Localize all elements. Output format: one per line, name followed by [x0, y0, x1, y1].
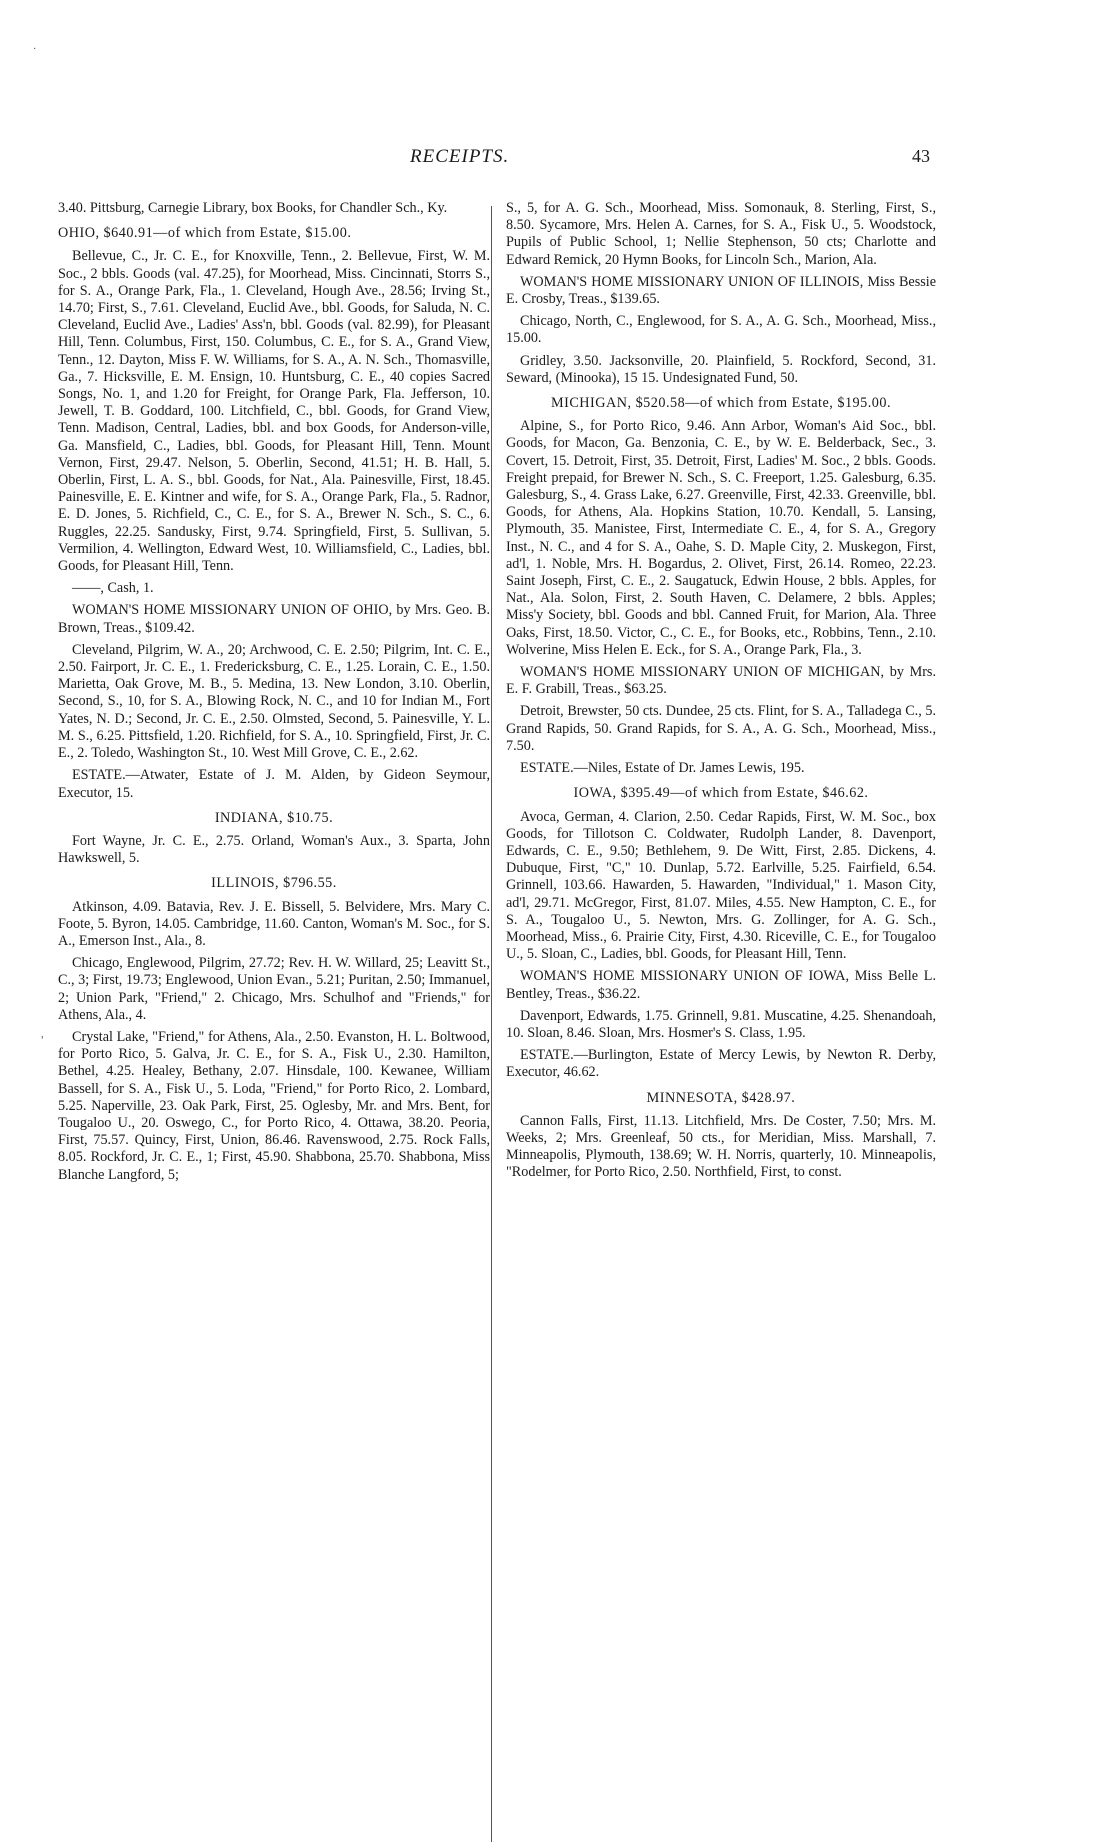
left-section-heading: ILLINOIS, $796.55. — [211, 875, 337, 892]
left-paragraph: ESTATE.—Atwater, Estate of J. M. Alden, by Gideon Seymour, Executor, 15. — [58, 767, 490, 801]
left-column — [58, 200, 490, 1189]
right-paragraph: Gridley, 3.50. Jacksonville, 20. Plainfield, 5. Rockford, Second, 31. Seward, (Minooka), 15 15. Undesignated Fund, 50. — [506, 352, 936, 386]
right-paragraph: Chicago, North, C., Englewood, for S. A., A. G. Sch., Moorhead, Miss., 15.00. — [506, 313, 936, 347]
right-paragraph: WOMAN'S HOME MISSIONARY UNION OF ILLINOIS, Miss Bessie E. Crosby, Treas., $139.65. — [506, 273, 936, 308]
left-section-heading: OHIO, $640.91—of which from Estate, $15.00. — [58, 225, 352, 242]
right-paragraph: Detroit, Brewster, 50 cts. Dundee, 25 cts. Flint, for S. A., Talladega C., 5. Grand Rapids, 50. Grand Rapids, for S. A., A. G. Sch., Moorhead, Miss., 7.50. — [506, 703, 936, 754]
left-paragraph: 3.40. Pittsburg, Carnegie Library, box Books, for Chandler Sch., Ky. — [58, 200, 448, 216]
left-paragraph: Fort Wayne, Jr. C. E., 2.75. Orland, Woman's Aux., 3. Sparta, John Hawkswell, 5. — [58, 832, 490, 867]
left-paragraph: ——, Cash, 1. — [72, 580, 154, 597]
left-paragraph: Atkinson, 4.09. Batavia, Rev. J. E. Bissell, 5. Belvidere, Mrs. Mary C. Foote, 5. Byron, 14.05. Cambridge, 11.60. Canton, Woman's M. Soc., for S. A., Emerson Inst., Ala., 8. — [58, 898, 490, 949]
right-section-heading: IOWA, $395.49—of which from Estate, $46.62. — [573, 785, 869, 802]
right-section-heading: MICHIGAN, $520.58—of which from Estate, $195.00. — [550, 395, 892, 412]
margin-mark: · — [33, 44, 37, 55]
right-paragraph: WOMAN'S HOME MISSIONARY UNION OF IOWA, Miss Belle L. Bentley, Treas., $36.22. — [506, 968, 936, 1002]
right-column — [506, 200, 936, 1187]
right-paragraph: ESTATE.—Niles, Estate of Dr. James Lewis, 195. — [520, 760, 805, 777]
page-title: RECEIPTS. — [410, 146, 510, 167]
left-paragraph: Cleveland, Pilgrim, W. A., 20; Archwood, C. E. 2.50; Pilgrim, Int. C. E., 2.50. Fairport, Jr. C. E., 1. Fredericksburg, C. E., 1.25. Lorain, C. E., 1.50. Marietta, Oak Grove, M. B., 5. Medina, 13. New London, 3.10. Oberlin, Second, S., 10, for S. A., Blowing Rock, N. C., and 10 for Indian M., Fort Yates, N. D.; Second, Jr. C. E., 2.50. Olmsted, Second, 5. Painesville, Y. L. M. S., 6.25. Pittsfield, 1.20. Richfield, for S. A., 10. Springfield, First, Jr. C. E., 2. Toledo, Washington St., 10. West Mill Grove, C. E., 2.62. — [58, 641, 490, 762]
left-section-heading: INDIANA, $10.75. — [214, 809, 334, 826]
margin-dot: ˒ — [40, 1028, 45, 1043]
right-section-heading: MINNESOTA, $428.97. — [646, 1089, 796, 1106]
column-divider — [491, 206, 492, 1842]
left-paragraph: Chicago, Englewood, Pilgrim, 27.72; Rev. H. W. Willard, 25; Leavitt St., C., 3; First, 19.73; Englewood, Union Evan., 5.21; Puritan, 2.50; Immanuel, 2; Union Park, "Friend," 2. Chicago, Mrs. Schulhof and "Friends," for Athens, Ala., 4. — [58, 955, 490, 1023]
running-header — [0, 146, 1112, 176]
right-paragraph: Cannon Falls, First, 11.13. Litchfield, Mrs. De Coster, 7.50; Mrs. M. Weeks, 2; Mrs. Greenleaf, 50 cts., for Meridian, Miss. Marshall, 7. Minneapolis, Plymouth, 138.69; W. H. Norris, quarterly, 10. Minneapolis, "Rodelmer, for Porto Rico, 2.50. Northfield, First, to const. — [506, 1112, 936, 1181]
right-paragraph: Davenport, Edwards, 1.75. Grinnell, 9.81. Muscatine, 4.25. Shenandoah, 10. Sloan, 8.46. Sloan, Mrs. Hosmer's S. Class, 1.95. — [506, 1007, 936, 1041]
left-paragraph: WOMAN'S HOME MISSIONARY UNION OF OHIO, by Mrs. Geo. B. Brown, Treas., $109.42. — [58, 602, 490, 636]
right-paragraph: ESTATE.—Burlington, Estate of Mercy Lewis, by Newton R. Derby, Executor, 46.62. — [506, 1047, 936, 1081]
page-number: 43 — [912, 146, 930, 166]
right-paragraph: WOMAN'S HOME MISSIONARY UNION OF MICHIGAN, by Mrs. E. F. Grabill, Treas., $63.25. — [506, 664, 936, 698]
left-paragraph: Crystal Lake, "Friend," for Athens, Ala., 2.50. Evanston, H. L. Boltwood, for Porto Rico, 5. Galva, Jr. C. E., for S. A., Fisk U., 2.30. Hamilton, Bethel, 4.25. Healey, Bethany, 2.07. Hinsdale, 100. Kewanee, William Bassell, for S. A., Fisk U., 5. Loda, "Friend," for Porto Rico, 2. Lombard, 5.25. Naperville, 23. Oak Park, First, 25. Oglesby, Mr. and Mrs. Bent, for Tougaloo U., 20. Oswego, C., for Porto Rico, 4. Ottawa, 38.20. Peoria, First, 75.57. Quincy, First, Union, 86.46. Ravenswood, 2.75. Rock Falls, 8.05. Rockford, Jr. C. E., 1; First, 45.90. Shabbona, 25.70. Shabbona, Miss Blanche Langford, 5; — [58, 1028, 490, 1183]
right-paragraph: Avoca, German, 4. Clarion, 2.50. Cedar Rapids, First, W. M. Soc., box Goods, for Tillotson C. Coldwater, Rudolph Lander, 8. Davenport, Edwards, C. E., 9.50; Bethlehem, 9. De Witt, First, 2.85. Dickens, 4. Dubuque, First, "C," 10. Dunlap, 5.72. Earlville, 5.25. Fairfield, 6.54. Grinnell, 103.66. Hawarden, 5. Hawarden, "Individual," 1. Mason City, ad'l, 29.71. McGregor, First, 81.07. Miles, 4.55. New Hampton, C. E., for S. A., Tougaloo U., 5. Newton, Mrs. G. Zollinger, for A. G. Sch., Moorhead, Miss., 6. Prairie City, First, 4.30. Riceville, C. E., for Tougaloo U., 5. Sloan, C., Ladies, bbl. Goods, for Pleasant Hill, Tenn. — [506, 808, 936, 963]
right-paragraph: S., 5, for A. G. Sch., Moorhead, Miss. Somonauk, 8. Sterling, First, S., 8.50. Sycamore, Mrs. Helen A. Carnes, for S. A., Fisk U., 5. Woodstock, Pupils of Public School, 1; Nellie Stephenson, 50 cts; Charlotte and Edward Remick, 20 Hymn Books, for Lincoln Sch., Marion, Ala. — [506, 200, 936, 268]
left-paragraph: Bellevue, C., Jr. C. E., for Knoxville, Tenn., 2. Bellevue, First, W. M. Soc., 2 bbls. Goods (val. 47.25), for Moorhead, Miss. Cincinnati, Storrs S., for S. A., Orange Park, Fla., 1. Cleveland, Hough Ave., 28.56; Irving St., 14.70; First, S., 7.61. Cleveland, Euclid Ave., bbl. Goods, for Saluda, N. C. Cleveland, Euclid Ave., Ladies' Ass'n, bbl. Goods (val. 82.99), for Pleasant Hill, Tenn. Columbus, First, 150. Columbus, C. E., for S. A., Grand View, Tenn., 12. Dayton, Miss F. W. Williams, for S. A., A. N. Sch., Thomasville, Ga., 7. Hicksville, E. M. Ensign, 10. Huntsburg, C. E., 40 copies Sacred Songs, No. 1, and 1.20 for Freight, for Orange Park, Fla. Jefferson, 10. Jewell, T. B. Goddard, 100. Litchfield, C., bbl. Goods, for Grand View, Tenn. Madison, Central, Ladies, bbl. and box Goods, for Anderson-ville, Ga. Mansfield, C., Ladies, bbl. Goods, for Pleasant Hill, Tenn. Mount Vernon, First, 29.47. Nelson, 5. Oberlin, Second, 41.51; H. B. Hall, 5. Oberlin, First, L. A. S., bbl. Goods, for Nat., Ala. Painesville, First, 18.45. Painesville, E. E. Kintner and wife, for S. A., Orange Park, Fla., 5. Radnor, E. D. Jones, 5. Richfield, C., C. E., for S. A., Brewer N. Sch., S. C., 6. Ruggles, 22.25. Sandusky, First, 9.74. Springfield, First, 5. Sullivan, 5. Vermilion, 4. Wellington, Edward West, 10. Williamsfield, C., Ladies, bbl. Goods, for Pleasant Hill, Tenn. — [58, 248, 490, 575]
right-paragraph: Alpine, S., for Porto Rico, 9.46. Ann Arbor, Woman's Aid Soc., bbl. Goods, for Macon, Ga. Benzonia, C. E., by W. E. Belderback, Sec., 3. Covert, 15. Detroit, First, 35. Detroit, First, Ladies' M. Soc., 2 bbls. Goods. Freight prepaid, for Brewer N. Sch., S. C. Freeport, 1.25. Galesburg, 6.35. Galesburg, S., 4. Grass Lake, 6.27. Greenville, First, 42.33. Greenville, bbl. Goods, for Athens, Ala. Hopkins Station, 10.70. Kendall, 5. Lansing, Plymouth, 35. Manistee, First, Intermediate C. E., 4, for S. A., Gregory Inst., N. C., and 4 for S. A., Oahe, S. D. Maple City, 2. Muskegon, First, ad'l, 1. Noble, Mrs. H. Bogardus, 2. Olivet, First, 26.14. Romeo, 22.23. Saint Joseph, First, C. E., 2. Saugatuck, Edwin House, 2 bbls. Apples, for Nat., Ala. Solon, First, 2. South Haven, C. Delamere, 2 bbls. Apples; Miss'y Society, bbl. Goods and bbl. Canned Fruit, for Marion, Ala. Three Oaks, First, 18.50. Victor, C., C. E., for Books, etc., Robbins, Tenn., 2.10. Wolverine, Miss Helen E. Eck., for S. A., Orange Park, Fla., 3. — [506, 418, 936, 658]
